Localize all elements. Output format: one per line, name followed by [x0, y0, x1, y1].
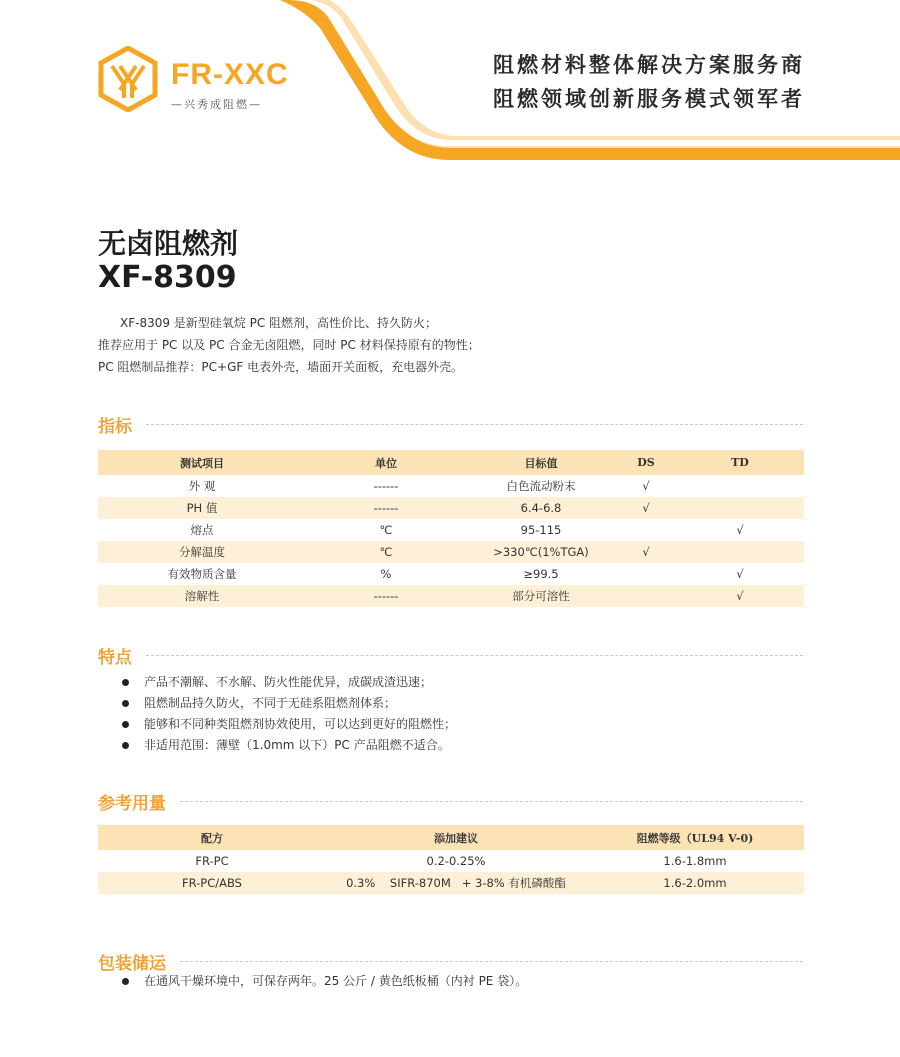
- slogan: [493, 48, 805, 116]
- section-heading-label: 参考用量: [98, 794, 166, 814]
- table-row: [98, 497, 804, 519]
- table-cell: FR-PC: [195, 854, 229, 868]
- slogan-line-2: 阻燃领域创新服务模式领军者: [493, 87, 805, 111]
- table-cell: %: [380, 567, 392, 581]
- table-cell: FR-PC/ABS: [98, 872, 326, 894]
- table-cell: [676, 541, 804, 563]
- list-item: 非适用范围：薄壁（1.0mm 以下）PC 产品阻燃不适合。: [120, 735, 456, 756]
- table-cell: [676, 475, 804, 497]
- table-cell: 溶解性: [98, 585, 306, 607]
- product-intro: [98, 312, 818, 378]
- table-row: [98, 585, 804, 607]
- usage-table: [98, 825, 804, 894]
- section-heading-label: 包装储运: [98, 954, 166, 974]
- table-cell: 0.3% SIFR-870M + 3-8% 有机磷酸酯: [326, 872, 586, 894]
- packaging-list: [120, 972, 527, 989]
- list-item: 阻燃制品持久防火，不同于无硅系阻燃剂体系；: [120, 693, 456, 714]
- table-cell: √: [616, 541, 676, 563]
- list-item: 产品不潮解、不水解、防火性能优异，成碳成渣迅速；: [120, 672, 456, 693]
- table-header: DS: [616, 450, 676, 475]
- product-model: XF-8309: [98, 260, 237, 295]
- brand-tagline: —兴秀成阻燃—: [171, 98, 262, 111]
- table-cell: ≥99.5: [523, 567, 559, 581]
- table-cell: PH 值: [98, 497, 306, 519]
- table-row: [98, 872, 804, 894]
- intro-line: XF-8309 是新型硅氧烷 PC 阻燃剂，高性价比、持久防火；: [120, 316, 438, 330]
- intro-line: PC 阻燃制品推荐：PC+GF 电表外壳，墙面开关面板，充电器外壳。: [98, 360, 464, 374]
- table-header: 目标值: [466, 450, 616, 475]
- table-row: [98, 475, 804, 497]
- table-cell: ------: [373, 479, 399, 493]
- brand-logo: [98, 46, 158, 112]
- table-cell: 熔点: [190, 523, 214, 537]
- table-row: [98, 563, 804, 585]
- table-cell: 外 观: [188, 479, 216, 493]
- slogan-line-1: 阻燃材料整体解决方案服务商: [493, 53, 805, 77]
- table-cell: [676, 497, 804, 519]
- divider: [146, 655, 803, 656]
- product-title: 无卤阻燃剂: [98, 227, 239, 260]
- table-header: 阻燃等级（UL94 V-0): [586, 825, 804, 850]
- table-cell: √: [736, 523, 744, 537]
- section-heading-packaging: [98, 949, 803, 974]
- table-cell: 1.6-1.8mm: [663, 854, 727, 868]
- table-cell: √: [642, 479, 650, 493]
- table-cell: 0.2-0.25%: [426, 854, 486, 868]
- table-cell: 白色流动粉末: [506, 479, 576, 493]
- section-heading-usage: [98, 789, 803, 814]
- spec-table: [98, 450, 804, 607]
- table-cell: >330℃(1%TGA): [466, 541, 616, 563]
- table-cell: √: [676, 585, 804, 607]
- table-cell: ------: [306, 497, 466, 519]
- table-row: [98, 519, 804, 541]
- table-header: 单位: [306, 450, 466, 475]
- table-row: [98, 541, 804, 563]
- table-header: 添加建议: [326, 825, 586, 850]
- intro-line: 推荐应用于 PC 以及 PC 合金无卤阻燃，同时 PC 材料保持原有的物性；: [98, 338, 480, 352]
- table-cell: 6.4-6.8: [466, 497, 616, 519]
- table-cell: 分解温度: [98, 541, 306, 563]
- table-cell: ℃: [379, 523, 393, 537]
- table-cell: √: [736, 567, 744, 581]
- table-row: [98, 850, 804, 872]
- brand-name: FR-XXC: [171, 58, 289, 91]
- table-header-row: [98, 450, 804, 475]
- table-cell: ------: [306, 585, 466, 607]
- table-header: 配方: [98, 825, 326, 850]
- list-item: 能够和不同种类阻燃剂协效使用，可以达到更好的阻燃性；: [120, 714, 456, 735]
- table-header: TD: [676, 450, 804, 475]
- section-heading-spec: [98, 412, 803, 437]
- section-heading-label: 指标: [98, 417, 132, 437]
- divider: [146, 424, 803, 425]
- table-cell: √: [616, 497, 676, 519]
- table-cell: 95-115: [520, 523, 562, 537]
- features-list: [120, 672, 456, 756]
- section-heading-features: [98, 643, 803, 668]
- section-heading-label: 特点: [98, 648, 132, 668]
- table-cell: 有效物质含量: [167, 567, 237, 581]
- table-cell: 部分可溶性: [466, 585, 616, 607]
- table-header: 测试项目: [98, 450, 306, 475]
- table-header-row: [98, 825, 804, 850]
- table-cell: [616, 585, 676, 607]
- table-cell: [616, 563, 676, 585]
- divider: [180, 801, 803, 802]
- list-item: 在通风干燥环境中，可保存两年。25 公斤 / 黄色纸板桶（内衬 PE 袋）。: [120, 972, 527, 989]
- table-cell: ℃: [306, 541, 466, 563]
- table-cell: [616, 519, 676, 541]
- table-cell: 1.6-2.0mm: [586, 872, 804, 894]
- divider: [180, 961, 803, 962]
